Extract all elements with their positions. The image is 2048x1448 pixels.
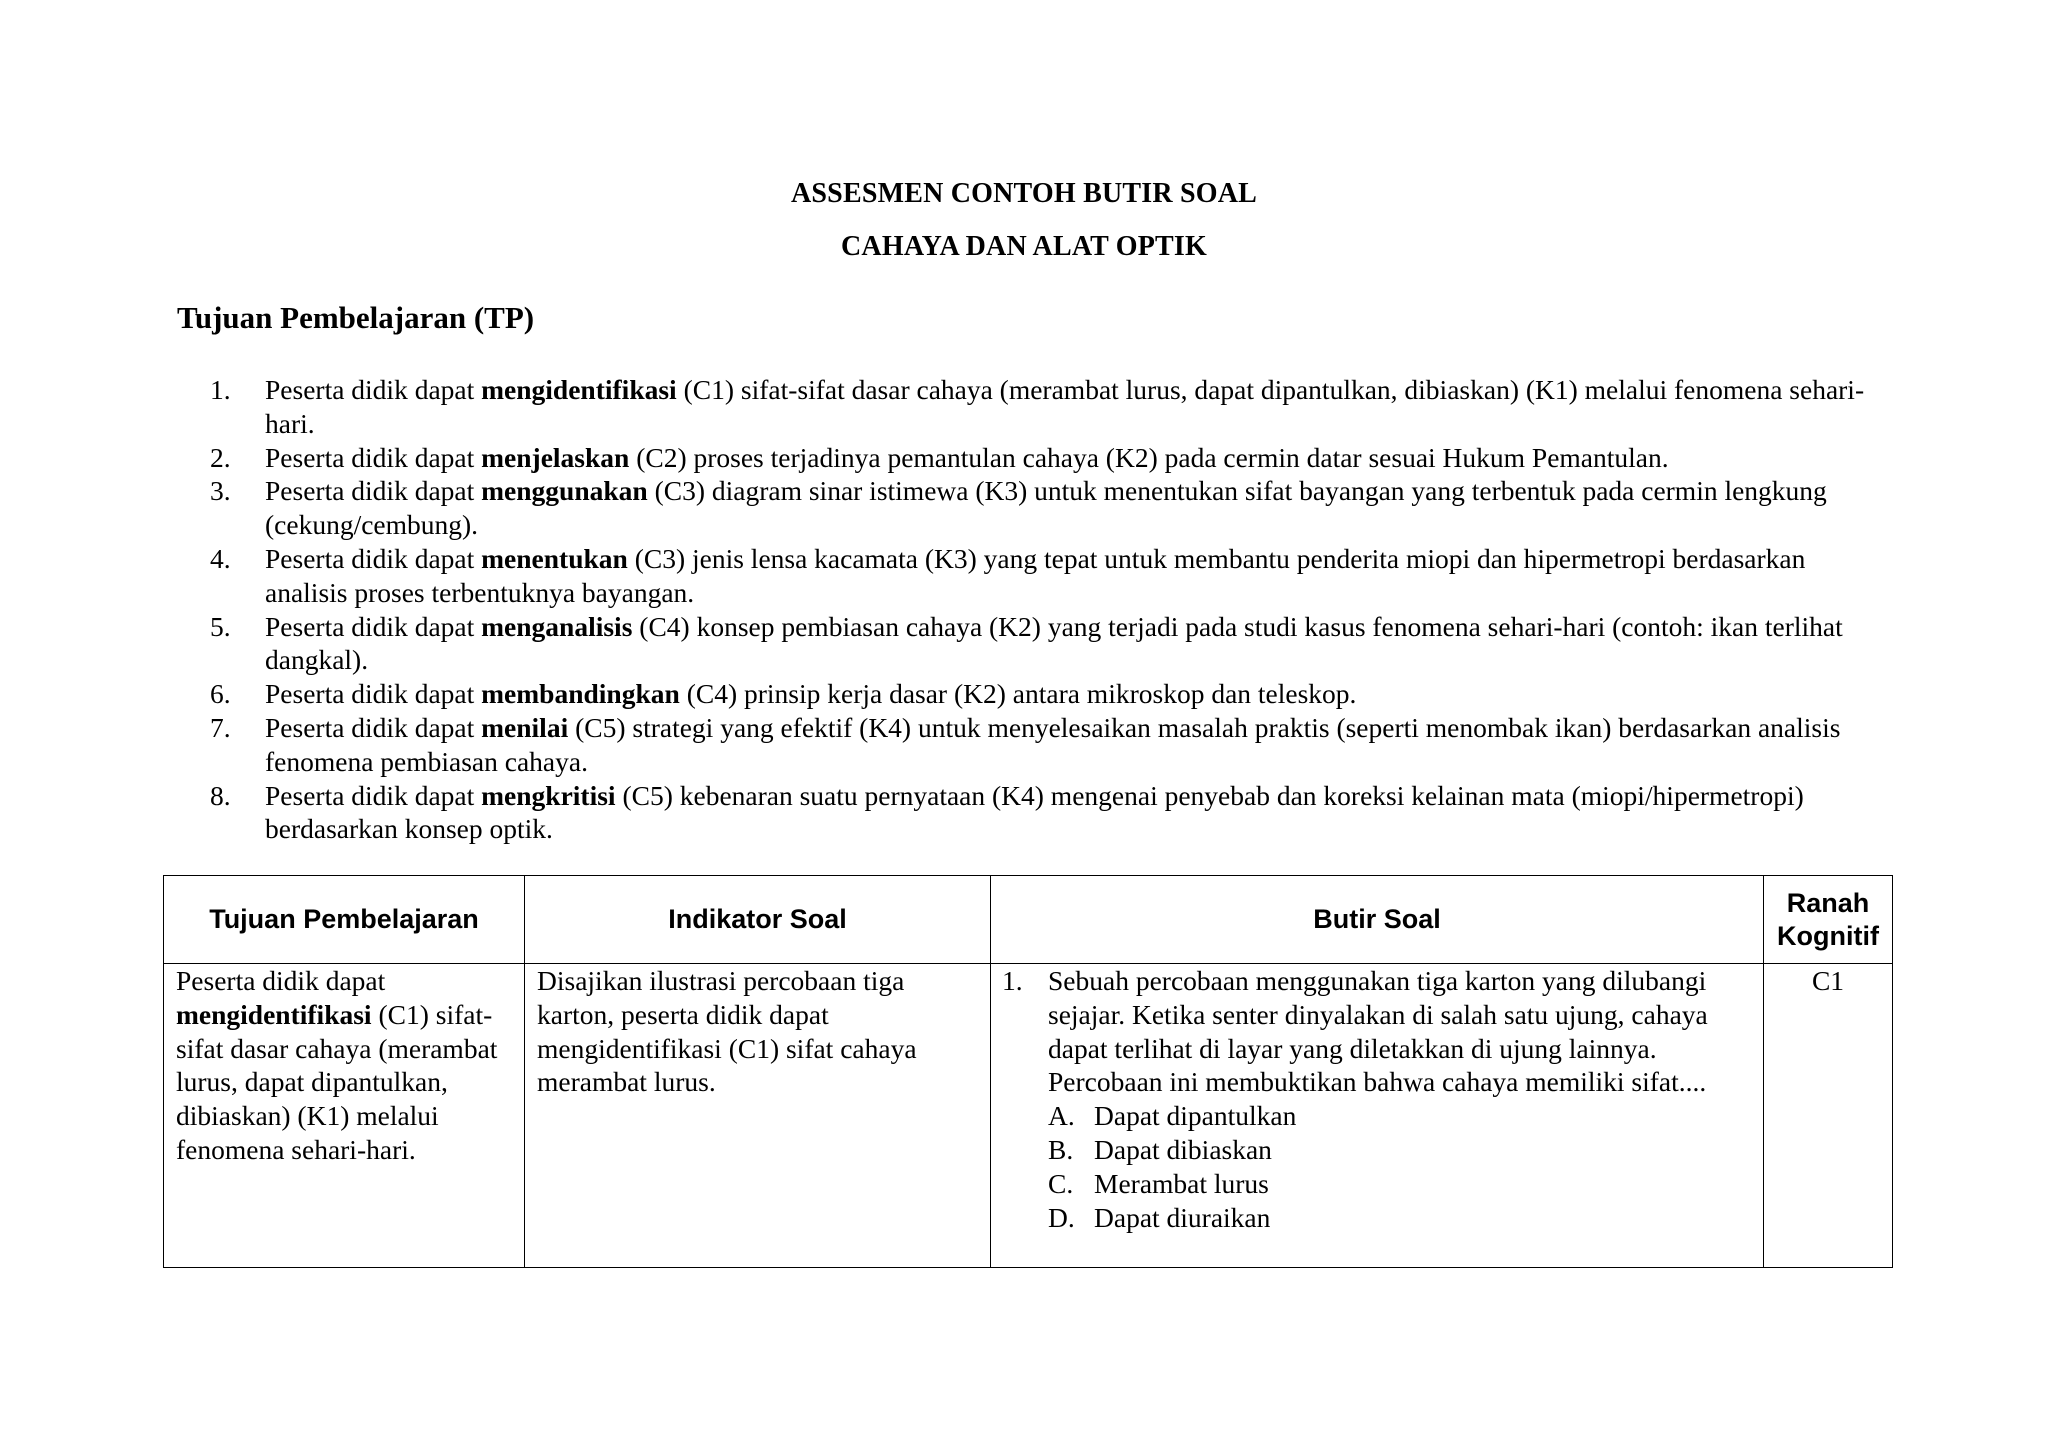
tp-list-item (210, 474, 1870, 542)
tp-item-text (265, 474, 1870, 542)
tp-item-text (265, 610, 1870, 678)
tp-item-verb: membandingkan (481, 678, 680, 710)
tp-item-text (265, 542, 1870, 610)
tp-list-item (210, 373, 1870, 441)
tp-item-number: 4. (210, 542, 231, 574)
tp-list-item (210, 677, 1870, 711)
answer-option (1048, 1099, 1753, 1133)
cell-indikator-soal (525, 964, 991, 1268)
cell-tp-prefix: Peserta didik dapat (176, 965, 386, 996)
tp-item-rest: (C5) strategi yang efektif (K4) untuk menyelesaikan masalah praktis (seperti menombak ikan) berdasarkan analisis fenomena pembiasan cahaya. (265, 711, 1841, 777)
cell-tp-verb: mengidentifikasi (176, 998, 372, 1030)
header-indikator-soal: Indikator Soal (525, 876, 991, 964)
option-letter: B. (1048, 1133, 1074, 1165)
tp-list (210, 373, 1870, 846)
tp-item-prefix: Peserta didik dapat (265, 678, 482, 710)
option-text: Dapat dipantulkan (1094, 1100, 1297, 1132)
tp-list-item (210, 542, 1870, 610)
tp-item-verb: mengidentifikasi (481, 374, 677, 405)
tp-item-verb: menjelaskan (481, 441, 630, 473)
tp-item-prefix: Peserta didik dapat (265, 610, 482, 642)
tp-item-number: 1. (210, 374, 231, 405)
tp-item-text (265, 677, 1870, 711)
answer-option (1048, 1167, 1753, 1201)
assessment-table (163, 875, 1893, 1268)
option-letter: C. (1048, 1167, 1074, 1199)
tp-list-item (210, 711, 1870, 779)
tp-item-rest: (C4) konsep pembiasan cahaya (K2) yang terjadi pada studi kasus fenomena sehari-hari (contoh: ikan terlihat dangkal). (265, 610, 1843, 676)
option-text: Dapat diuraikan (1094, 1201, 1271, 1233)
tp-item-rest: (C3) jenis lensa kacamata (K3) yang tepat untuk membantu penderita miopi dan hipermetropi berdasarkan analisis proses terbentuknya bayangan. (265, 542, 1806, 608)
option-text: Dapat dibiaskan (1094, 1133, 1272, 1165)
table-row (164, 964, 1893, 1268)
tp-item-text (265, 779, 1870, 847)
document-subtitle: CAHAYA DAN ALAT OPTIK (841, 231, 1207, 262)
question-number: 1. (1002, 965, 1023, 996)
tp-item-prefix: Peserta didik dapat (265, 441, 482, 473)
tp-item-text (265, 373, 1870, 441)
tp-item-rest: (C4) prinsip kerja dasar (K2) antara mikroskop dan teleskop. (679, 678, 1357, 710)
tp-item-rest: (C2) proses terjadinya pemantulan cahaya (K2) pada cermin datar sesuai Hukum Pemantulan. (629, 441, 1669, 473)
tp-item-prefix: Peserta didik dapat (265, 542, 482, 574)
tp-item-text (265, 441, 1870, 475)
tp-item-number: 8. (210, 779, 231, 811)
document-title: ASSESMEN CONTOH BUTIR SOAL (790, 178, 1258, 209)
cell-tp-rest: (C1) sifat-sifat dasar cahaya (merambat lurus, dapat dipantulkan, dibiaskan) (K1) melalui fenomena sehari-hari. (176, 998, 498, 1165)
cell-tujuan-pembelajaran (164, 964, 525, 1268)
tp-item-prefix: Peserta didik dapat (265, 475, 482, 507)
tp-item-prefix: Peserta didik dapat (265, 711, 482, 743)
tp-item-number: 3. (210, 475, 231, 507)
tp-item-text (265, 711, 1870, 779)
option-letter: A. (1048, 1100, 1075, 1132)
tp-list-item (210, 441, 1870, 475)
option-letter: D. (1048, 1201, 1075, 1233)
tp-item-rest: (C5) kebenaran suatu pernyataan (K4) mengenai penyebab dan koreksi kelainan mata (miopi/hipermetropi) berdasarkan konsep optik. (265, 779, 1804, 845)
tp-item-prefix: Peserta didik dapat (265, 779, 482, 811)
tp-item-number: 2. (210, 441, 231, 473)
tp-section-heading: Tujuan Pembelajaran (TP) (177, 300, 535, 335)
header-ranah-line2: Kognitif (1777, 920, 1879, 951)
cell-ranah-kognitif: C1 (1764, 964, 1893, 1268)
tp-list-item (210, 610, 1870, 678)
answer-option (1048, 1201, 1753, 1235)
tp-item-number: 6. (210, 678, 231, 710)
option-text: Merambat lurus (1094, 1167, 1269, 1199)
tp-item-rest: (C1) sifat-sifat dasar cahaya (merambat lurus, dapat dipantulkan, dibiaskan) (K1) melalui fenomena sehari-hari. (265, 374, 1865, 439)
tp-item-verb: menentukan (481, 542, 628, 574)
tp-list-item (210, 779, 1870, 847)
tp-item-verb: menganalisis (481, 610, 633, 642)
question-stem: Sebuah percobaan menggunakan tiga karton yang dilubangi sejajar. Ketika senter dinyalakan di salah satu ujung, cahaya dapat terlihat di layar yang diletakkan di ujung lainnya. Percobaan ini membuktikan bahwa cahaya memiliki sifat.... (1048, 965, 1708, 1098)
tp-item-number: 7. (210, 711, 231, 743)
tp-item-verb: mengkritisi (481, 779, 616, 811)
header-ranah-line1: Ranah (1786, 887, 1870, 918)
cell-tp-text (164, 964, 524, 1167)
question-item (991, 964, 1763, 1234)
tp-item-verb: menggunakan (481, 475, 648, 507)
tp-item-number: 5. (210, 610, 231, 642)
cell-butir-soal (991, 964, 1764, 1268)
question-body (1048, 964, 1753, 1234)
tp-item-prefix: Peserta didik dapat (265, 374, 482, 405)
answer-option (1048, 1133, 1753, 1167)
tp-item-verb: menilai (481, 711, 569, 743)
table-header-row (164, 876, 1893, 964)
header-tujuan-pembelajaran: Tujuan Pembelajaran (164, 876, 525, 964)
tp-item-rest: (C3) diagram sinar istimewa (K3) untuk menentukan sifat bayangan yang terbentuk pada cermin lengkung (cekung/cembung). (265, 475, 1827, 541)
header-ranah-kognitif (1764, 876, 1893, 964)
header-butir-soal: Butir Soal (991, 876, 1764, 964)
cell-indikator-text: Disajikan ilustrasi percobaan tiga karton, peserta didik dapat mengidentifikasi (C1) sifat cahaya merambat lurus. (537, 965, 917, 1098)
